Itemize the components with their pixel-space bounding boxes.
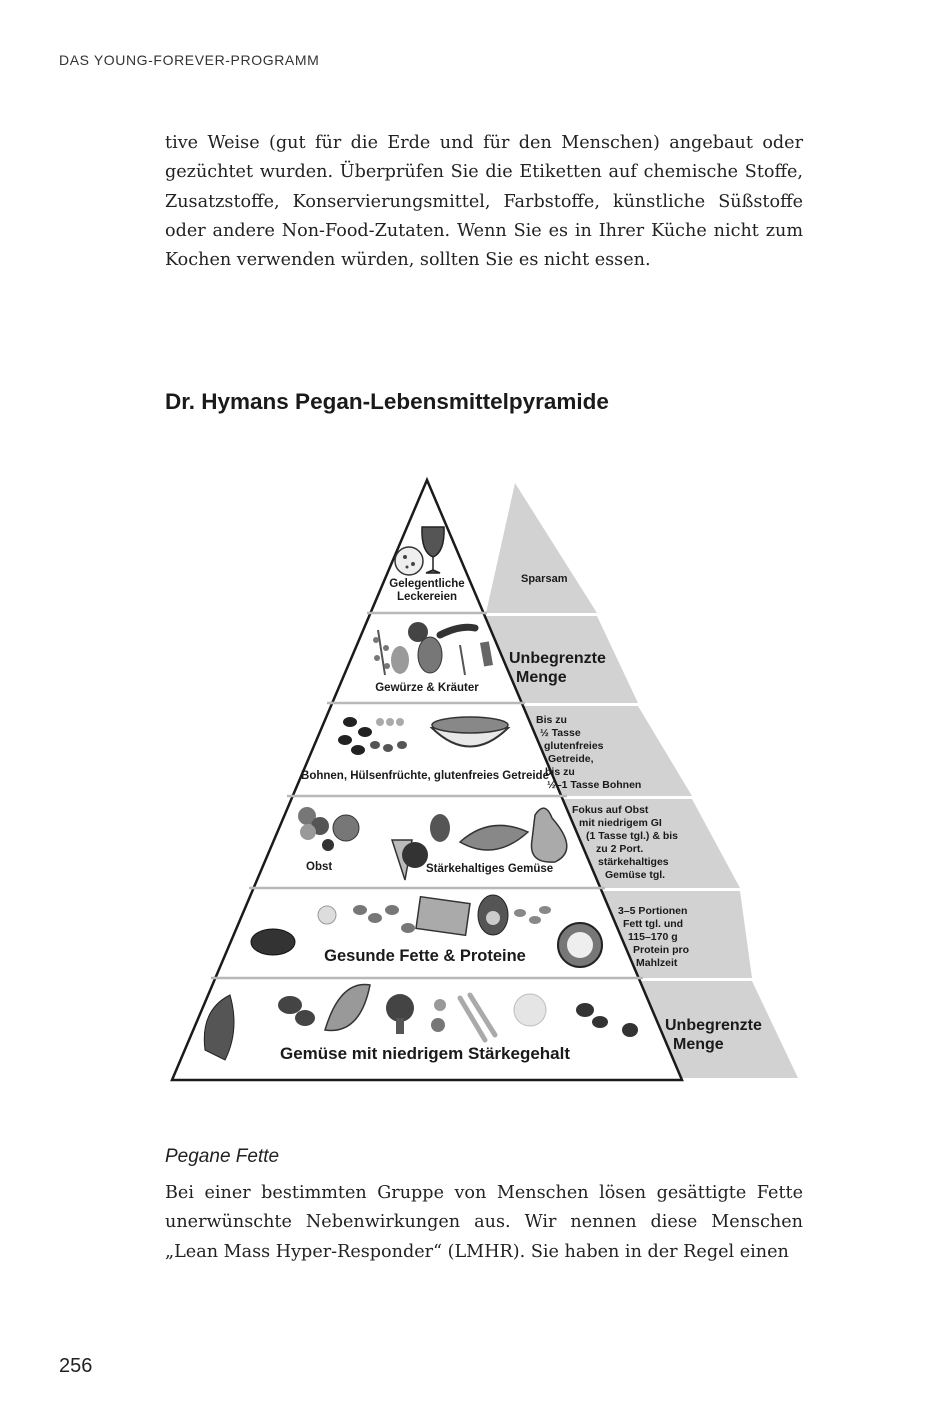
sub-heading: Pegane Fette [165, 1146, 280, 1167]
section-heading: Dr. Hymans Pegan-Lebensmittelpyramide [165, 389, 609, 414]
pyramid-figure [160, 470, 810, 1090]
tier-label-treats: Gelegentliche [389, 578, 465, 590]
salmon-icon [416, 897, 470, 936]
tier-label-beans: Bohnen, Hülsenfrüchte, glutenfreies Getreide [301, 770, 549, 782]
body-paragraph-bottom: Bei einer bestimmten Gruppe von Menschen lösen gesättigte Fette unerwünschte Nebenwirkungen aus. Wir nennen diese Menschen „Lean Mass Hyper-Responder“ (LMHR). Sie haben in der Regel einen [165, 1183, 803, 1262]
side-label-unbegrenzt-top: Unbegrenzte Menge [509, 650, 606, 686]
tier-label-treats-line2: Leckereien [396, 591, 458, 603]
pyramid-svg [160, 470, 810, 1090]
tier-label-fruit: Obst [306, 861, 333, 873]
running-head: DAS YOUNG-FOREVER-PROGRAMM [59, 52, 320, 68]
cookie-icon [395, 547, 423, 575]
tier-label-spices: Gewürze & Kräuter [375, 682, 479, 694]
tier-label-starchy-veg: Stärkehaltiges Gemüse [426, 863, 554, 875]
side-label-fats: 3–5 Portionen Fett tgl. und 115–170 g Protein pro Mahlzeit [618, 905, 690, 969]
broccoli-icon [386, 994, 414, 1022]
beet-icon [402, 842, 428, 868]
side-label-sparsam: Sparsam [521, 573, 568, 585]
cauliflower-icon [514, 994, 546, 1026]
side-label-unbegrenzt-bottom: Unbegrenzte Menge [665, 1017, 762, 1053]
body-paragraph-top: tive Weise (gut für die Erde und für den Menschen) angebaut oder gezüchtet wurden. Überprüfen Sie die Etiketten auf chemische Stoffe, Zusatzstoffe, Konservierungsmittel, Farbstoffe, künstliche Süßstoffe oder andere Non-Food-Zutaten. Wenn Sie es in Ihrer Küche nicht zum Kochen verwenden würden, sollten Sie es nicht essen. [165, 133, 803, 271]
side-band-1 [486, 483, 597, 613]
raspberry-icon [333, 815, 359, 841]
side-label-grains: Bis zu ½ Tasse glutenfreies Getreide, bis zu ½–1 Tasse Bohnen [536, 714, 642, 791]
steak-icon [251, 929, 295, 955]
page-number: 256 [59, 1355, 93, 1377]
side-label-fruit: Fokus auf Obst mit niedrigem GI (1 Tasse tgl.) & bis zu 2 Port. stärkehaltiges Gemüse tgl. [572, 804, 678, 881]
cardamom-icon [418, 637, 442, 673]
tier-label-low-starch-veg: Gemüse mit niedrigem Stärkegehalt [279, 1044, 571, 1063]
leaf-icon [391, 646, 409, 674]
tier-label-fats-proteins: Gesunde Fette & Proteine [324, 947, 526, 965]
